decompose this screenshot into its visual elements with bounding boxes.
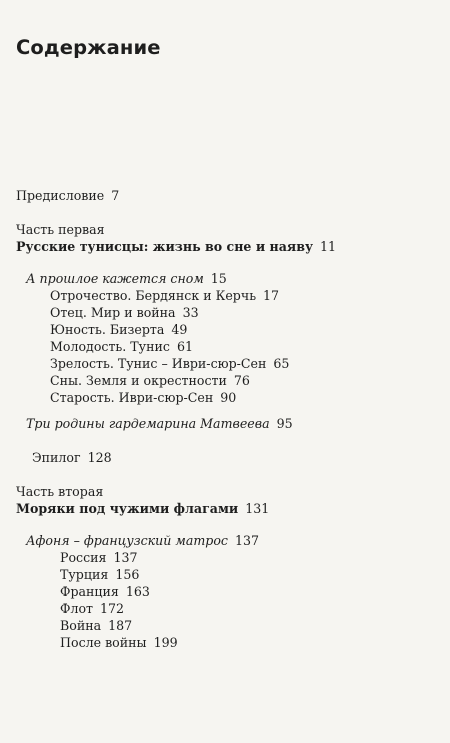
toc-entry-label: Старость. Иври-сюр-Сен	[50, 390, 214, 405]
toc-entry-page: 163	[125, 584, 150, 599]
toc-entry-label: Три родины гардемарина Матвеева	[26, 416, 270, 431]
toc-entry-page: 187	[108, 618, 133, 633]
toc-section-matveev	[26, 416, 293, 432]
toc-entry-label: Зрелость. Тунис – Иври-сюр-Сен	[50, 356, 267, 371]
toc-entry-label: Эпилог	[32, 450, 81, 465]
toc-entry	[50, 305, 199, 321]
toc-entry-page: 65	[273, 356, 290, 371]
toc-entry-label: Отрочество. Бердянск и Керчь	[50, 288, 257, 303]
part1-name: Русские тунисцы: жизнь во сне и наяву	[16, 239, 314, 254]
toc-entry	[60, 601, 124, 617]
toc-entry-label: После войны	[60, 635, 147, 650]
part1-label: Часть первая	[16, 222, 105, 237]
toc-entry-label: Молодость. Тунис	[50, 339, 170, 354]
toc-entry-label: А прошлое кажется сном	[26, 271, 204, 286]
toc-entry-label: Афоня – французский матрос	[26, 533, 228, 548]
toc-entry-page: 199	[153, 635, 178, 650]
toc-entry-epilogue	[32, 450, 112, 466]
toc-entry-label: Флот	[60, 601, 94, 616]
toc-entry-part2	[16, 501, 269, 517]
toc-section-past	[26, 271, 227, 287]
toc-entry-page: 11	[320, 239, 337, 254]
toc-entry-part1	[16, 239, 336, 255]
toc-entry-page: 61	[176, 339, 193, 354]
toc-entry-page: 49	[171, 322, 188, 337]
toc-entry-page: 90	[220, 390, 237, 405]
toc-entry-page: 33	[182, 305, 199, 320]
toc-entry-label: Юность. Бизерта	[50, 322, 165, 337]
toc-entry-page: 17	[263, 288, 280, 303]
toc-entry-label: Сны. Земля и окрестности	[50, 373, 227, 388]
toc-entry-page: 128	[87, 450, 112, 465]
toc-entry-page: 7	[111, 188, 120, 203]
toc-entry-page: 137	[113, 550, 138, 565]
toc-entry-page: 15	[210, 271, 227, 286]
toc-entry-page: 137	[235, 533, 260, 548]
toc-entry-preface	[16, 188, 119, 204]
toc-entry-page: 95	[276, 416, 293, 431]
toc-entry	[60, 618, 132, 634]
toc-entry-label: Россия	[60, 550, 107, 565]
toc-entry	[60, 567, 139, 583]
toc-entry-page: 156	[115, 567, 140, 582]
toc-entry	[60, 584, 150, 600]
toc-entry-page: 172	[100, 601, 125, 616]
toc-section-afonya	[26, 533, 259, 549]
toc-entry	[50, 322, 187, 338]
toc-entry	[50, 373, 250, 389]
toc-entry-label: Франция	[60, 584, 119, 599]
part2-label: Часть вторая	[16, 484, 104, 499]
toc-entry	[50, 356, 289, 372]
toc-entry	[50, 390, 236, 406]
toc-entry-label: Война	[60, 618, 102, 633]
toc-entry-page: 76	[233, 373, 250, 388]
toc-entry	[60, 635, 178, 651]
toc-entry-label: Турция	[60, 567, 109, 582]
toc-entry	[50, 288, 279, 304]
toc-entry-label: Отец. Мир и война	[50, 305, 176, 320]
page-title: Содержание	[16, 36, 161, 59]
toc-entry	[50, 339, 193, 355]
toc-entry	[60, 550, 138, 566]
part2-name: Моряки под чужими флагами	[16, 501, 239, 516]
toc-entry-label: Предисловие	[16, 188, 105, 203]
toc-entry-page: 131	[245, 501, 270, 516]
